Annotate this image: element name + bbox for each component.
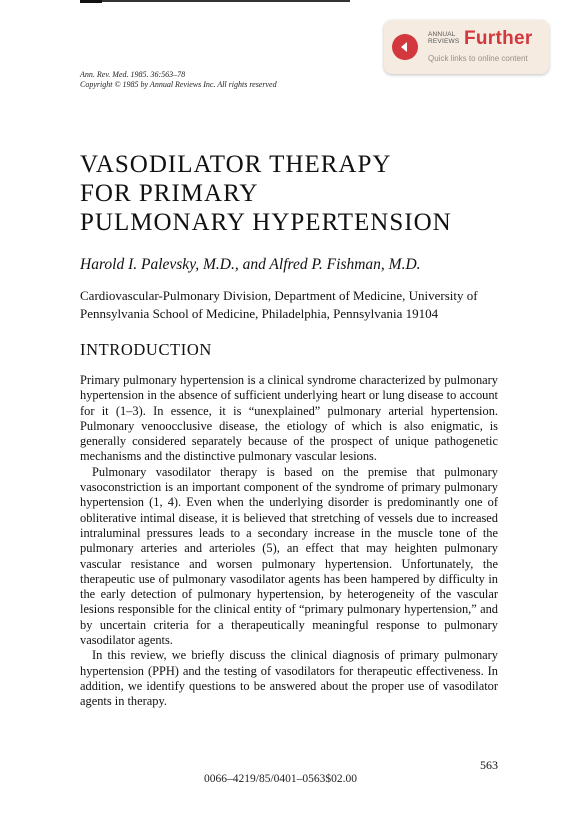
citation-block: [80, 70, 277, 90]
section-heading: INTRODUCTION: [80, 340, 212, 359]
banner-text: [428, 25, 548, 69]
quick-links-tagline: Quick links to online content: [428, 54, 528, 63]
article-title: [80, 150, 452, 237]
further-label: Further: [464, 28, 533, 49]
back-arrow-glyph: [398, 40, 412, 54]
authors: Harold I. Palevsky, M.D., and Alfred P. Fishman, M.D.: [80, 256, 421, 273]
paragraph-3: In this review, we briefly discuss the clinical diagnosis of primary pulmonary hypertension (PPH) and the testing of vasodilators for therapeutic effectiveness. In addition, we identify questions to be answered about the proper use of vasodilator agents in therapy.: [80, 648, 498, 709]
citation-copyright: Copyright © 1985 by Annual Reviews Inc. All rights reserved: [80, 80, 277, 89]
title-line-2: FOR PRIMARY: [80, 180, 259, 207]
citation-journal: Ann. Rev. Med. 1985. 36:563–78: [80, 70, 186, 79]
top-rule-mark: [80, 0, 102, 3]
top-rule: [80, 0, 350, 2]
paragraph-1: Primary pulmonary hypertension is a clinical syndrome characterized by pulmonary hypertension in the absence of sufficient underlying heart or lung disease to account for it (1–3). In essence, it is “unexplained” pulmonary arterial hypertension. Pulmonary venoocclusive disease, the etiology of which is also enigmatic, is generally considered separately because of the prospect of unique pathogenetic mechanisms and the distinctive pulmonary vascular lesions.: [80, 373, 498, 464]
article-code: 0066–4219/85/0401–0563$02.00: [204, 773, 358, 785]
body-text: [80, 373, 498, 710]
title-line-1: VASODILATOR THERAPY: [80, 151, 392, 178]
affiliation: Cardiovascular-Pulmonary Division, Department of Medicine, University of Pennsylvania School of Medicine, Philadelphia, Pennsylvania 19104: [80, 288, 478, 321]
paragraph-2: Pulmonary vasodilator therapy is based on the premise that pulmonary vasoconstriction is an important component of the syndrome of primary pulmonary hypertension (1, 4). Even when the underlying disorder is predominantly one of obliterative intimal disease, it is believed that stretching of vessels due to increased intraluminal pressures leads to a secondary increase in the muscle tone of the pulmonary arteries and arterioles (5), an effect that may heighten pulmonary vascular resistance and worsen pulmonary hypertension. Unfortunately, the therapeutic use of pulmonary vasodilator agents has been hampered by difficulty in the early detection of pulmonary hypertension, by heterogeneity of the vascular lesions responsible for the clinical entity of “primary pulmonary hypertension,” and by uncertain criteria for a therapeutically meaningful response to pulmonary vasodilator agents.: [80, 464, 498, 648]
annual-reviews-further-banner[interactable]: [384, 20, 549, 74]
title-line-3: PULMONARY HYPERTENSION: [80, 209, 452, 236]
annual-reviews-label: ANNUAL REVIEWS: [428, 31, 460, 45]
back-arrow-icon: [392, 34, 418, 60]
page-number: 563: [480, 758, 498, 772]
